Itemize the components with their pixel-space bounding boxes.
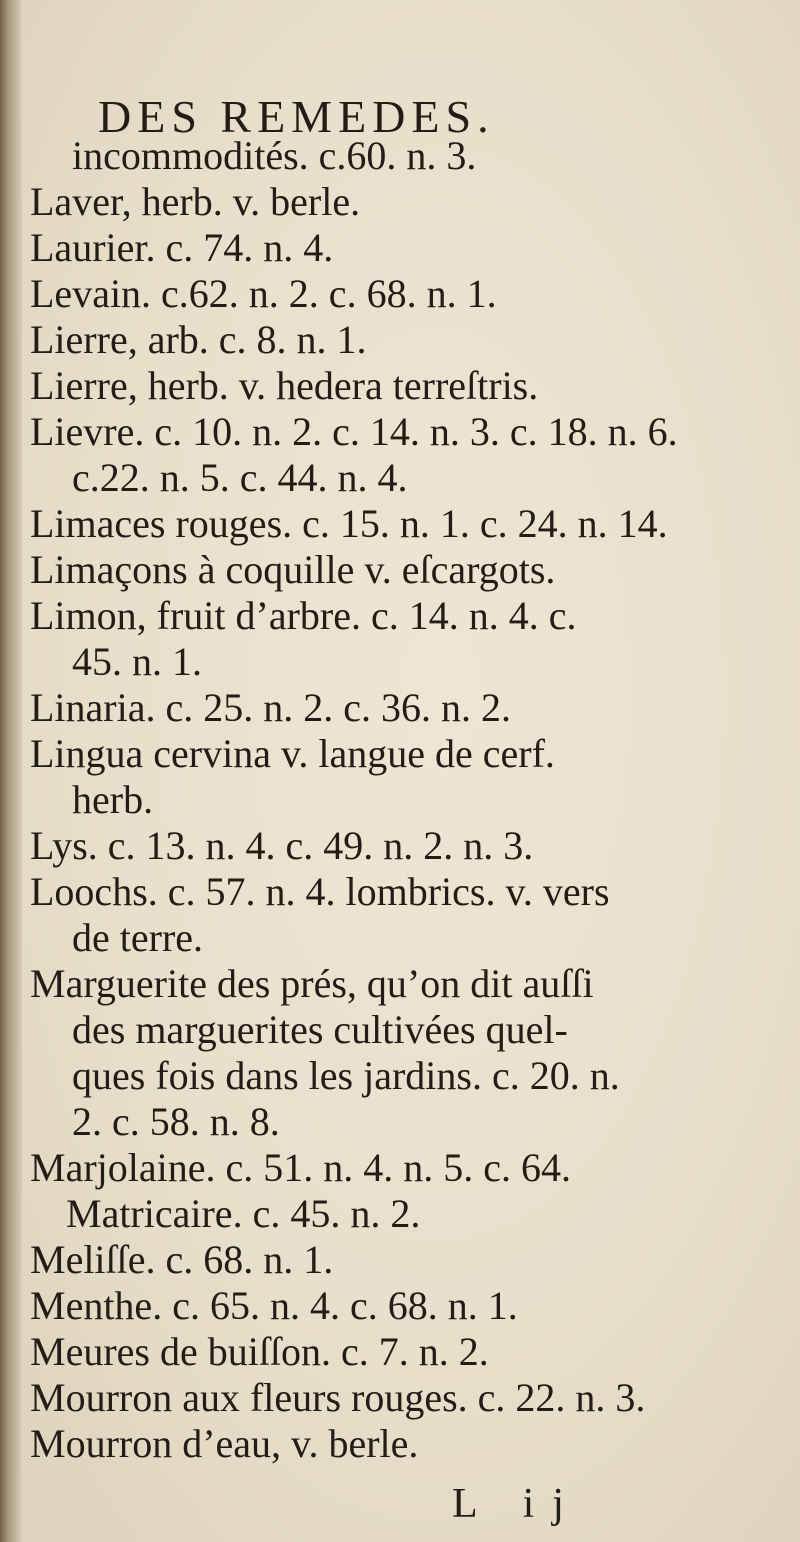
index-line: Lierre, arb. c. 8. n. 1. (30, 317, 367, 362)
index-line: des marguerites cultivées quel- (72, 1007, 568, 1052)
index-line: Linaria. c. 25. n. 2. c. 36. n. 2. (30, 685, 511, 730)
index-line: Meures de buiſſon. c. 7. n. 2. (30, 1329, 489, 1374)
page-gutter-shadow (0, 0, 22, 1542)
index-line: Menthe. c. 65. n. 4. c. 68. n. 1. (30, 1283, 518, 1328)
index-line: Marjolaine. c. 51. n. 4. n. 5. c. 64. (30, 1145, 571, 1190)
index-line: Limon, fruit d’arbre. c. 14. n. 4. c. (30, 593, 577, 638)
index-line: Mourron aux fleurs rouges. c. 22. n. 3. (30, 1375, 646, 1420)
index-line: 2. c. 58. n. 8. (72, 1099, 280, 1144)
index-line: 45. n. 1. (72, 639, 202, 684)
index-line: Laver, herb. v. berle. (30, 179, 361, 224)
index-line: Limaces rouges. c. 15. n. 1. c. 24. n. 14. (30, 501, 668, 546)
index-entries (30, 133, 790, 1467)
index-line: Lys. c. 13. n. 4. c. 49. n. 2. n. 3. (30, 823, 534, 868)
index-line: Matricaire. c. 45. n. 2. (66, 1191, 421, 1236)
index-line: Meliſſe. c. 68. n. 1. (30, 1237, 334, 1282)
running-title: DES REMEDES. (98, 91, 495, 142)
index-line: ques fois dans les jardins. c. 20. n. (72, 1053, 620, 1098)
index-line: Loochs. c. 57. n. 4. lombrics. v. vers (30, 869, 610, 914)
index-line: Laurier. c. 74. n. 4. (30, 225, 334, 270)
index-line: Marguerite des prés, qu’on dit auſſi (30, 961, 594, 1006)
index-line: Lierre, herb. v. hedera terreſtris. (30, 363, 539, 408)
index-line: c.22. n. 5. c. 44. n. 4. (72, 455, 408, 500)
index-line: de terre. (72, 915, 204, 960)
index-line: Limaçons à coquille v. eſcargots. (30, 547, 556, 592)
index-line: herb. (72, 777, 154, 822)
signature-mark: L ij (452, 1481, 582, 1527)
index-line: Lingua cervina v. langue de cerf. (30, 731, 555, 776)
index-line: incommodités. c.60. n. 3. (72, 133, 477, 178)
index-line: Mourron d’eau, v. berle. (30, 1421, 419, 1466)
index-line: Lievre. c. 10. n. 2. c. 14. n. 3. c. 18. n. 6. (30, 409, 678, 454)
index-line: Levain. c.62. n. 2. c. 68. n. 1. (30, 271, 497, 316)
